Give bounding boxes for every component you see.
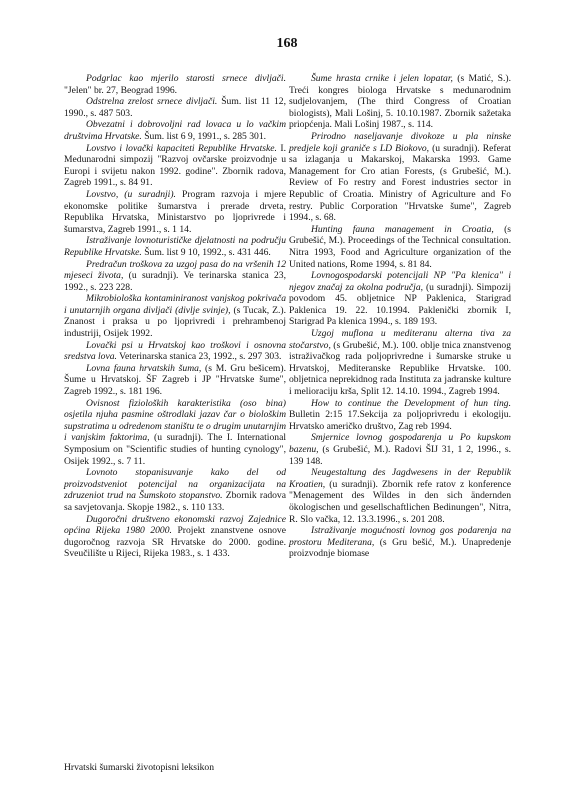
bibliography-entry — [289, 467, 511, 525]
entry-details: Šum. list 6 9, 1991., s. 285 301. — [141, 130, 267, 142]
bibliography-entry — [289, 525, 511, 560]
entry-details: Šum. list 11 12, 1990., s. 487 503. — [64, 96, 286, 119]
entry-details: (s Grubešić, M.). Proceedings of the Technical consultation. Nitra 1993, Food and Agriculture organization of the United nations, Rome 1994, s. 81 84. — [289, 223, 512, 270]
entry-title: Odstrelna zrelost srnece divljači. — [86, 96, 218, 108]
entry-title: Lovstvo, (u suradnji). — [86, 188, 176, 200]
bibliography-entry — [64, 119, 286, 142]
bibliography-entry — [64, 467, 286, 513]
entry-details: "Jelen" br. 27, Beograd 1996. — [64, 84, 178, 96]
bibliography-entry — [64, 398, 286, 468]
entry-details: (s Tucak, Z.). Znanost i praksa u po ljoprivredi i prehrambenoj industriji, Osijek 1992. — [64, 304, 286, 340]
bibliography-entry — [64, 189, 286, 235]
entry-details: Bulletin 2:15 17.Sekcija za poljoprivredu i ekologiju. Hrvatsko američko društvo, Zag reb 1994. — [289, 409, 511, 432]
entry-details: (u suradnji). Zbornik refe ratov z konference "Menagement des Wildes in den sich ändernden ökologischen und gesellschaftlichen Bedinungen", Nitra, R. Slo vačka, 12. 13.3.1996., s. 201 208. — [289, 478, 511, 525]
bibliography-entry — [64, 96, 286, 119]
entry-details: Veterinarska stanica 23, 1992., s. 297 303. — [116, 351, 282, 363]
bibliography-entry — [64, 143, 286, 189]
entry-title: Lovački psi u Hrvatskoj kao troškovi i osnovna sredstva lova. — [64, 339, 286, 363]
entry-title: Istraživanje lovnoturističke djelatnosti na području Republike Hrvatske. — [64, 235, 286, 258]
bibliography-entry — [64, 73, 286, 96]
entry-details: I. Medunarodni simpozij "Razvoj ovčarske proizvodnje u Europi i svijetu nakon 1992. godine". Zbornik radova, Zagreb 1991., s. 84 91. — [64, 142, 286, 189]
entry-title: Hunting fauna management in Croatia, — [311, 223, 494, 235]
bibliography-entry — [64, 363, 286, 398]
entry-title: Lovstvo i lovački kapaciteti Republike Hrvatske. — [86, 142, 277, 154]
page-number: 168 — [276, 36, 298, 51]
bibliography-entry — [64, 235, 286, 258]
entry-details: (u suradnji). Simpozij povodom 45. obljetnice NP Paklenica, Starigrad Paklenica 19. 22. 10.1994. Paklenički zbornik I, Starigrad Pa klenica 1994., s. 189 193. — [289, 281, 511, 328]
entry-title: Smjernice lovnog gospodarenja u Po kupskom bazenu, — [289, 432, 511, 455]
bibliography-entry — [64, 259, 286, 294]
bibliography-entry — [289, 398, 511, 433]
entry-title: Lovnogospodarski potencijali NP "Pa klenica" i njegov značaj za okolna područja, — [289, 270, 511, 293]
bibliography-entry — [289, 432, 511, 467]
entry-title: Uzgoj muflona u mediteranu alterna tiva za stočarstvo, — [289, 328, 511, 351]
entry-title: How to continue the Development of hun ting. — [311, 397, 511, 409]
bibliography-entry — [64, 293, 286, 339]
entry-title: Lovnoto stopanisuvanje kako del od proizvodstveniot potencijal na organizacijata na zdruzeniot trud na Šumskoto stopanstvo. — [64, 467, 286, 502]
entry-title: Lovna fauna hrvatskih šuma, — [86, 362, 202, 374]
entry-details: (s Gru bešić, M.). Unapredenje proizvodnje biomase — [289, 536, 511, 560]
entry-title: Obvezatni i dobrovoljni rad lovaca u lo vačkim društvima Hrvatske. — [64, 119, 286, 142]
entry-title: Ovisnost fizioloških karakteristika (oso bina) osjetila njuha pasmine oštrodlaki jazav čar o biološkim supstratima u odredenom staništu te o drugim unutarnjim i vanjskim faktorima, — [64, 397, 286, 444]
entry-title: Prirodno naseljavanje divokoze u pla ninske predjele koji graniče s LD Biokovo, — [289, 130, 511, 154]
bibliography-entry — [289, 328, 511, 398]
bibliography-entry — [289, 73, 511, 131]
entry-title: Predračun troškova za uzgoj pasa do na vršenih 12 mjeseci života, — [64, 258, 286, 282]
right-column — [289, 73, 511, 560]
bibliography-entry — [289, 224, 511, 270]
entry-title: Istraživanje mogućnosti lovnog gos podarenja na prostoru Mediterana, — [289, 525, 511, 548]
entry-details: (u suradnji). Referat sa izlaganja u Makarskoj, Makarska 1993. Game Management for Cro atian Forests, (s Grubešić, M.). Review of Fo restry and Forest industries sector in Republic of Croatia. Ministry of Agriculture and Fo restry. Public Corporation "Hrvatske šume", Zagreb 1994., s. 68. — [289, 142, 512, 224]
bibliography-entry — [64, 514, 286, 560]
entry-details: Zbornik radova sa savjetovanja. Skopje 1982., s. 110 133. — [64, 490, 286, 513]
entry-details: (s Grubešić, M.). Radovi ŠIJ 31, 1 2, 1996., s. 139 148. — [289, 444, 511, 467]
entry-details: (u suradnji). Ve terinarska stanica 23, 1992., s. 223 228. — [64, 270, 286, 293]
entry-title: Šume hrasta crnike i jelen lopatar, — [311, 73, 453, 84]
entry-details: Program razvoja i mjere ekonomske politike šumarstva i prerade drveta, Republika Hrvatska, Ministarstvo po ljoprivrede i šumarstva, Zagreb 1991., s. 1 14. — [64, 188, 286, 235]
entry-details: (s M. Gru bešicem). Šume u Hrvatskoj. ŠF Zagreb i JP "Hrvatske šume", Zagreb 1992., s. 181 196. — [64, 362, 286, 398]
entry-title: Neugestaltung des Jagdwesens in der Republik Kroatien, — [289, 467, 511, 490]
running-footer: Hrvatski šumarski životopisni leksikon — [64, 762, 215, 773]
entry-details: Šum. list 9 10, 1992., s. 431 446. — [141, 246, 271, 258]
bibliography-entry — [64, 340, 286, 363]
entry-title: Podgrlac kao mjerilo starosti srnece divljači. — [86, 73, 286, 84]
entry-details: (u suradnji). The I. International Symposium on "Scientific studies of hunting cynology", Osijek 1992., s. 7 11. — [64, 432, 286, 467]
entry-details: (s Matić, S.). Treći kongres biologa Hrvatske s medunarodnim sudjelovanjem, (The third Congress of Croatian biologists), Mali Lošinj, 5. 10.10.1987. Zbornik sažetaka priopćenja. Mali Lošinj 1987., s. 114. — [289, 73, 511, 131]
entry-details: Projekt znanstvene osnove dugoročnog razvoja SR Hrvatske do 2000. godine. Sveučilište u Rijeci, Rijeka 1983., s. 1 433. — [64, 525, 286, 560]
bibliography-entry — [289, 131, 511, 224]
entry-title: Dugoročni društveno ekonomski razvoj Zajednice općina Rijeka 1980 2000. — [64, 513, 286, 537]
entry-details: (s Grubešić, M.). 100. oblje tnica znanstvenog istraživačkog rada poljoprivredne i šumarske struke u Hrvatskoj, Mediteranske Republike Hrvatske. 100. obljetnica neprekidnog rada Instituta za jadranske kulture i melioraciju krša, Split 12. 14.10. 1994., Zagreb 1994. — [289, 339, 511, 398]
left-column — [64, 73, 286, 560]
bibliography-entry — [289, 270, 511, 328]
entry-title: Mikrobiološka kontaminiranost vanjskog pokrivača i unutarnjih organa divljači (divlje svinje), — [64, 293, 286, 316]
